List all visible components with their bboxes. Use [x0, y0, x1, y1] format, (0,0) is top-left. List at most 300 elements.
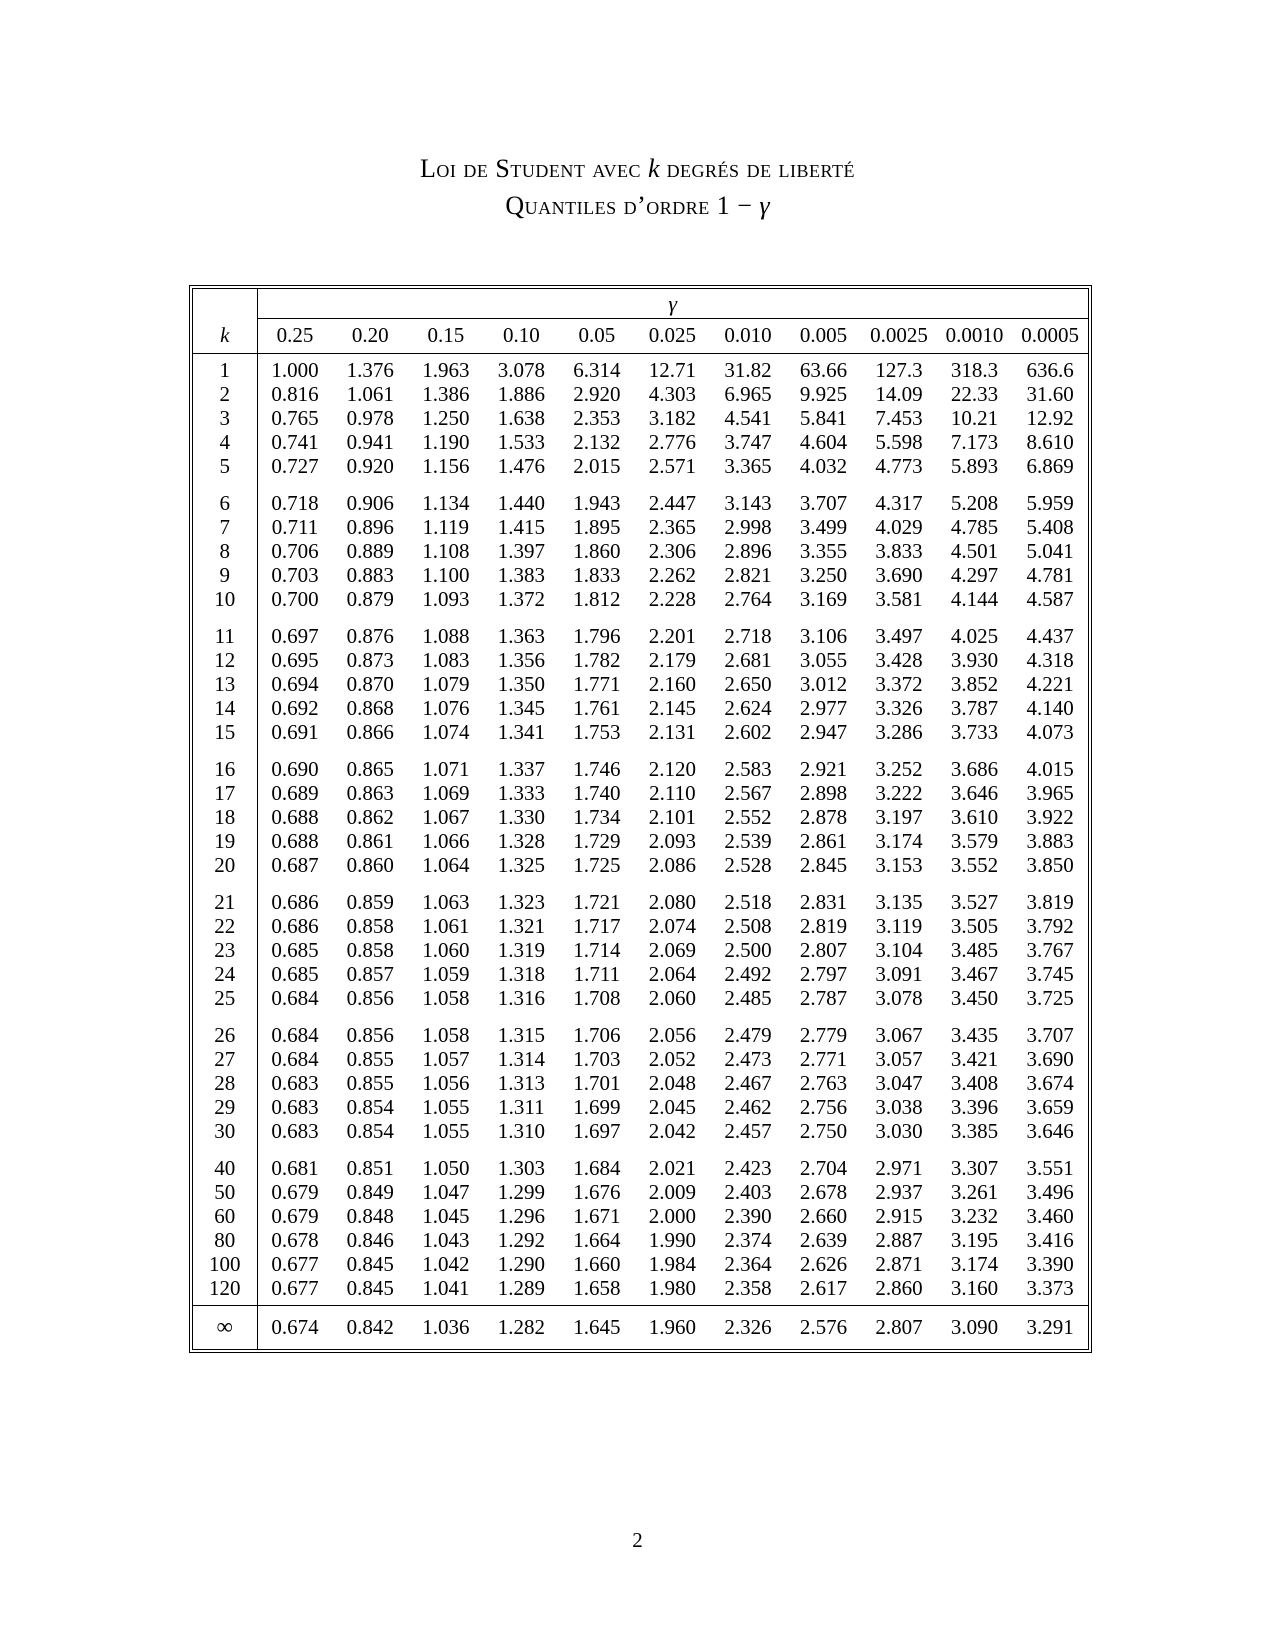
quantile-value-cell: 3.551: [1026, 1156, 1074, 1180]
quantile-value-cell: 1.321: [497, 914, 545, 938]
quantile-value-cell: 2.201: [648, 624, 697, 648]
quantile-value-cell: 3.195: [950, 1228, 999, 1252]
k-value-cell: 2: [193, 382, 257, 406]
quantile-value-cell: 3.497: [875, 624, 923, 648]
quantile-value-cell: 1.345: [497, 696, 545, 720]
quantile-value-cell: 1.703: [573, 1047, 621, 1071]
k-value-cell: 24: [193, 962, 257, 986]
k-value-cell: ∞: [193, 1306, 257, 1350]
quantile-value-cell: 2.583: [724, 757, 772, 781]
table-header: [193, 289, 1088, 354]
quantile-value-cell: 1.055: [422, 1095, 470, 1119]
quantile-value-cell: 0.683: [271, 1119, 319, 1143]
quantile-value-cell: 2.473: [724, 1047, 772, 1071]
quantile-value-cell: 5.598: [875, 430, 923, 454]
quantile-value-cell: 2.179: [648, 648, 697, 672]
quantile-value-cell: 2.120: [648, 757, 697, 781]
quantile-value-cell: 3.505: [950, 914, 999, 938]
quantile-value-cell: 1.299: [497, 1180, 545, 1204]
quantile-value-cell: 1.064: [422, 853, 470, 877]
quantile-value-cell: 5.041: [1026, 539, 1074, 563]
quantile-value-cell: 4.303: [648, 382, 697, 406]
quantile-value-cell: 1.190: [422, 430, 470, 454]
quantile-value-cell: 0.865: [346, 757, 394, 781]
quantile-value-cell: 6.314: [573, 358, 621, 382]
quantile-value-cell: 0.883: [346, 563, 394, 587]
quantile-value-cell: 3.883: [1026, 829, 1074, 853]
quantile-value-cell: 1.325: [497, 853, 545, 877]
quantile-value-cell: 1.074: [422, 720, 470, 744]
gamma-col-header: 0.15: [408, 319, 484, 354]
quantile-value-cell: 0.690: [271, 757, 319, 781]
quantile-value-cell: 2.639: [799, 1228, 848, 1252]
quantile-value-cell: 2.998: [724, 515, 772, 539]
quantile-value-cell: 0.703: [271, 563, 319, 587]
quantile-value-cell: 0.684: [271, 1023, 319, 1047]
quantile-value-cell: 2.756: [799, 1095, 848, 1119]
quantile-value-cell: 4.501: [950, 539, 999, 563]
quantile-value-cell: 0.862: [346, 805, 394, 829]
quantile-value-cell: 2.576: [786, 1306, 862, 1350]
quantile-value-cell: 0.855: [346, 1071, 394, 1095]
quantile-value-cell: 2.326: [710, 1306, 786, 1350]
quantile-value-cell: 3.690: [1026, 1047, 1074, 1071]
quantile-value-cell: 2.921: [799, 757, 848, 781]
quantile-value-cell: 1.063: [422, 890, 470, 914]
quantile-value-cell: 1.415: [497, 515, 545, 539]
quantile-value-cell: 0.879: [346, 587, 394, 611]
quantile-value-cell: 3.707: [799, 491, 848, 515]
k-value-cell: 25: [193, 986, 257, 1010]
table-row: [193, 539, 1088, 563]
quantile-value-cell: 2.069: [648, 938, 697, 962]
quantile-value-cell: 3.174: [875, 829, 923, 853]
quantile-value-cell: 1.058: [422, 1023, 470, 1047]
quantile-value-cell: 1.708: [573, 986, 621, 1010]
title-text-end: degrés de liberté: [659, 154, 855, 183]
quantile-value-cell: 1.043: [422, 1228, 470, 1252]
gamma-col-header: 0.025: [635, 319, 711, 354]
quantile-value-cell: 0.876: [346, 624, 394, 648]
quantile-value-cell: 2.390: [724, 1204, 772, 1228]
quantile-value-cell: 1.036: [408, 1306, 484, 1350]
quantile-value-cell: 1.796: [573, 624, 621, 648]
quantile-value-cell: 0.688: [271, 829, 319, 853]
quantile-value-cell: 0.906: [346, 491, 394, 515]
quantile-value-cell: 0.683: [271, 1071, 319, 1095]
gamma-col-header: 0.0025: [861, 319, 937, 354]
quantile-value-cell: 31.82: [724, 358, 772, 382]
quantile-value-cell: 4.073: [1026, 720, 1074, 744]
quantile-value-cell: 0.854: [346, 1095, 394, 1119]
quantile-value-cell: 2.660: [799, 1204, 848, 1228]
quantile-value-cell: 2.145: [648, 696, 697, 720]
k-value-cell: 3: [193, 406, 257, 430]
quantile-value-cell: 0.727: [271, 454, 319, 478]
quantile-value-cell: 1.397: [497, 539, 545, 563]
quantile-value-cell: 2.403: [724, 1180, 772, 1204]
quantile-value-cell: 0.842: [333, 1306, 409, 1350]
quantile-value-cell: 3.030: [875, 1119, 923, 1143]
quantile-value-cell: 0.686: [271, 890, 319, 914]
quantile-value-cell: 0.706: [271, 539, 319, 563]
quantile-value-cell: 1.711: [573, 962, 621, 986]
quantile-value-cell: 10.21: [950, 406, 999, 430]
k-value-cell: 13: [193, 672, 257, 696]
quantile-value-cell: 3.646: [1026, 1119, 1074, 1143]
table-row: [193, 986, 1088, 1010]
quantile-value-cell: 3.372: [875, 672, 923, 696]
quantile-value-cell: 1.376: [346, 358, 394, 382]
quantile-value-cell: 0.868: [346, 696, 394, 720]
gamma-header-row: [193, 289, 1088, 319]
quantile-value-cell: 2.845: [799, 853, 848, 877]
gamma-col-header: 0.20: [333, 319, 409, 354]
quantile-value-cell: 0.816: [271, 382, 319, 406]
quantile-value-cell: 1.079: [422, 672, 470, 696]
k-value-cell: 12: [193, 648, 257, 672]
quantile-value-cell: 1.533: [497, 430, 545, 454]
quantile-value-cell: 2.080: [648, 890, 697, 914]
quantile-value-cell: 2.977: [799, 696, 848, 720]
k-value-cell: 100: [193, 1252, 257, 1276]
k-value-cell: 11: [193, 611, 257, 648]
table-row: [193, 1010, 1088, 1047]
quantile-value-cell: 0.846: [346, 1228, 394, 1252]
quantile-value-cell: 1.372: [497, 587, 545, 611]
quantile-value-cell: 3.579: [950, 829, 999, 853]
k-value-cell: 21: [193, 877, 257, 914]
quantile-value-cell: 2.518: [724, 890, 772, 914]
quantile-value-cell: 1.697: [573, 1119, 621, 1143]
quantile-value-cell: 2.462: [724, 1095, 772, 1119]
gamma-col-header: 0.0010: [937, 319, 1013, 354]
quantile-value-cell: 3.610: [950, 805, 999, 829]
quantile-value-cell: 1.323: [497, 890, 545, 914]
quantile-value-cell: 3.435: [950, 1023, 999, 1047]
table-row: [193, 1095, 1088, 1119]
quantile-value-cell: 1.356: [497, 648, 545, 672]
quantile-value-cell: 0.683: [271, 1095, 319, 1119]
k-value-cell: 50: [193, 1180, 257, 1204]
quantile-value-cell: 2.064: [648, 962, 697, 986]
quantile-value-cell: 3.416: [1026, 1228, 1074, 1252]
quantile-value-cell: 0.679: [271, 1180, 319, 1204]
quantile-value-cell: 1.119: [422, 515, 470, 539]
quantile-value-cell: 4.144: [950, 587, 999, 611]
gamma-col-header: 0.25: [257, 319, 333, 354]
quantile-value-cell: 4.781: [1026, 563, 1074, 587]
quantile-value-cell: 2.060: [648, 986, 697, 1010]
quantile-value-cell: 1.350: [497, 672, 545, 696]
quantile-value-cell: 0.677: [271, 1276, 319, 1300]
quantile-value-cell: 0.861: [346, 829, 394, 853]
k-value-cell: 120: [193, 1276, 257, 1306]
quantile-value-cell: 1.292: [497, 1228, 545, 1252]
quantile-value-cell: 1.984: [648, 1252, 697, 1276]
quantile-value-cell: 5.841: [799, 406, 848, 430]
quantile-value-cell: 318.3: [950, 358, 999, 382]
quantile-value-cell: 5.959: [1026, 491, 1074, 515]
quantile-value-cell: 1.156: [422, 454, 470, 478]
quantile-value-cell: 0.692: [271, 696, 319, 720]
quantile-value-cell: 2.704: [799, 1156, 848, 1180]
quantile-value-cell: 4.221: [1026, 672, 1074, 696]
quantile-value-cell: 4.297: [950, 563, 999, 587]
quantile-value-cell: 3.326: [875, 696, 923, 720]
table-row: [193, 454, 1088, 478]
quantile-value-cell: 1.066: [422, 829, 470, 853]
quantile-value-cell: 0.859: [346, 890, 394, 914]
table-row: [193, 696, 1088, 720]
quantile-value-cell: 1.289: [497, 1276, 545, 1300]
quantile-value-cell: 2.447: [648, 491, 697, 515]
quantile-value-cell: 0.889: [346, 539, 394, 563]
k-value-cell: 8: [193, 539, 257, 563]
quantile-value-cell: 1.318: [497, 962, 545, 986]
quantile-value-cell: 1.067: [422, 805, 470, 829]
quantile-value-cell: 1.701: [573, 1071, 621, 1095]
quantile-value-cell: 2.457: [724, 1119, 772, 1143]
quantile-value-cell: 3.153: [875, 853, 923, 877]
quantile-value-cell: 3.690: [875, 563, 923, 587]
quantile-value-cell: 0.870: [346, 672, 394, 696]
quantile-value-cell: 2.467: [724, 1071, 772, 1095]
table-row: [193, 354, 1088, 383]
quantile-value-cell: 2.052: [648, 1047, 697, 1071]
quantile-value-cell: 2.365: [648, 515, 697, 539]
quantile-value-cell: 2.131: [648, 720, 697, 744]
quantile-value-cell: 3.104: [875, 938, 923, 962]
quantile-table: [193, 289, 1088, 1349]
quantile-value-cell: 0.678: [271, 1228, 319, 1252]
table-row: [193, 829, 1088, 853]
quantile-value-cell: 2.861: [799, 829, 848, 853]
quantile-value-cell: 0.858: [346, 938, 394, 962]
quantile-value-cell: 4.785: [950, 515, 999, 539]
quantile-value-cell: 6.869: [1026, 454, 1074, 478]
quantile-value-cell: 2.353: [573, 406, 621, 430]
k-value-cell: 7: [193, 515, 257, 539]
quantile-value-cell: 3.091: [875, 962, 923, 986]
quantile-value-cell: 1.315: [497, 1023, 545, 1047]
k-value-cell: 40: [193, 1143, 257, 1180]
quantile-value-cell: 0.677: [271, 1252, 319, 1276]
quantile-value-cell: 1.684: [573, 1156, 621, 1180]
quantile-value-cell: 0.694: [271, 672, 319, 696]
quantile-value-cell: 2.015: [573, 454, 621, 478]
quantile-value-cell: 3.373: [1026, 1276, 1074, 1300]
quantile-value-cell: 1.645: [559, 1306, 635, 1350]
quantile-value-cell: 7.453: [875, 406, 923, 430]
quantile-value-cell: 12.71: [648, 358, 697, 382]
quantile-value-cell: 1.041: [422, 1276, 470, 1300]
quantile-value-cell: 1.290: [497, 1252, 545, 1276]
quantile-value-cell: 3.197: [875, 805, 923, 829]
corner-cell: [193, 289, 257, 319]
quantile-value-cell: 1.050: [422, 1156, 470, 1180]
title-block: [0, 150, 1275, 224]
quantile-value-cell: 14.09: [875, 382, 923, 406]
quantile-value-cell: 3.674: [1026, 1071, 1074, 1095]
quantile-value-cell: 1.660: [573, 1252, 621, 1276]
quantile-value-cell: 2.552: [724, 805, 772, 829]
quantile-value-cell: 1.658: [573, 1276, 621, 1300]
quantile-value-cell: 0.848: [346, 1204, 394, 1228]
quantile-value-cell: 0.718: [271, 491, 319, 515]
quantile-value-cell: 0.856: [346, 986, 394, 1010]
quantile-value-cell: 2.626: [799, 1252, 848, 1276]
quantile-value-cell: 1.638: [497, 406, 545, 430]
quantile-value-cell: 1.812: [573, 587, 621, 611]
quantile-value-cell: 2.650: [724, 672, 772, 696]
quantile-value-cell: 1.319: [497, 938, 545, 962]
quantile-value-cell: 31.60: [1026, 382, 1074, 406]
quantile-value-cell: 1.303: [497, 1156, 545, 1180]
quantile-value-cell: 22.33: [950, 382, 999, 406]
quantile-value-cell: 2.358: [724, 1276, 772, 1300]
quantile-value-cell: 1.328: [497, 829, 545, 853]
quantile-value-cell: 2.947: [799, 720, 848, 744]
document-title: [0, 150, 1275, 187]
table-row: [193, 853, 1088, 877]
k-header: k: [193, 319, 257, 354]
quantile-value-cell: 1.363: [497, 624, 545, 648]
k-value-cell: 27: [193, 1047, 257, 1071]
quantile-value-cell: 3.078: [875, 986, 923, 1010]
quantile-value-cell: 1.134: [422, 491, 470, 515]
quantile-value-cell: 2.093: [648, 829, 697, 853]
quantile-value-cell: 1.061: [346, 382, 394, 406]
quantile-value-cell: 1.296: [497, 1204, 545, 1228]
quantile-value-cell: 0.845: [346, 1276, 394, 1300]
table-row: [193, 648, 1088, 672]
quantile-value-cell: 4.032: [799, 454, 848, 478]
quantile-value-cell: 2.617: [799, 1276, 848, 1300]
quantile-value-cell: 2.567: [724, 781, 772, 805]
quantile-value-cell: 2.539: [724, 829, 772, 853]
quantile-value-cell: 3.485: [950, 938, 999, 962]
k-value-cell: 29: [193, 1095, 257, 1119]
quantile-value-cell: 2.764: [724, 587, 772, 611]
quantile-value-cell: 0.765: [271, 406, 319, 430]
quantile-value-cell: 0.684: [271, 1047, 319, 1071]
gamma-header: γ: [257, 289, 1088, 319]
quantile-value-cell: 3.057: [875, 1047, 923, 1071]
quantile-value-cell: 3.174: [950, 1252, 999, 1276]
gamma-col-header: 0.0005: [1012, 319, 1088, 354]
quantile-value-cell: 1.671: [573, 1204, 621, 1228]
table-body: [193, 354, 1088, 1350]
quantile-value-cell: 3.747: [724, 430, 772, 454]
subtitle-text: Quantiles d’ordre 1 −: [505, 191, 760, 220]
quantile-value-cell: 3.659: [1026, 1095, 1074, 1119]
quantile-value-cell: 1.083: [422, 648, 470, 672]
quantile-value-cell: 2.571: [648, 454, 697, 478]
quantile-value-cell: 0.858: [346, 914, 394, 938]
quantile-value-cell: 3.222: [875, 781, 923, 805]
table-row: [193, 1143, 1088, 1180]
quantile-value-cell: 3.421: [950, 1047, 999, 1071]
k-value-cell: 19: [193, 829, 257, 853]
quantile-value-cell: 0.866: [346, 720, 394, 744]
quantile-value-cell: 2.718: [724, 624, 772, 648]
quantile-value-cell: 1.761: [573, 696, 621, 720]
table-row: [193, 1276, 1088, 1306]
k-value-cell: 26: [193, 1010, 257, 1047]
quantile-value-cell: 3.686: [950, 757, 999, 781]
quantile-value-cell: 4.318: [1026, 648, 1074, 672]
quantile-value-cell: 0.920: [346, 454, 394, 478]
quantile-value-cell: 3.365: [724, 454, 772, 478]
quantile-value-cell: 3.787: [950, 696, 999, 720]
quantile-value-cell: 1.093: [422, 587, 470, 611]
table-row: [193, 515, 1088, 539]
quantile-value-cell: 2.101: [648, 805, 697, 829]
quantile-value-cell: 2.479: [724, 1023, 772, 1047]
quantile-value-cell: 0.674: [257, 1306, 333, 1350]
quantile-value-cell: 2.492: [724, 962, 772, 986]
table-row: [193, 1204, 1088, 1228]
quantile-value-cell: 1.990: [648, 1228, 697, 1252]
quantile-value-cell: 1.729: [573, 829, 621, 853]
quantile-value-cell: 3.143: [724, 491, 772, 515]
table-row: [193, 1180, 1088, 1204]
quantile-value-cell: 1.088: [422, 624, 470, 648]
quantile-value-cell: 2.021: [648, 1156, 697, 1180]
quantile-value-cell: 2.508: [724, 914, 772, 938]
quantile-value-cell: 1.069: [422, 781, 470, 805]
quantile-value-cell: 2.364: [724, 1252, 772, 1276]
quantile-value-cell: 3.819: [1026, 890, 1074, 914]
quantile-value-cell: 2.423: [724, 1156, 772, 1180]
quantile-value-cell: 3.396: [950, 1095, 999, 1119]
document-subtitle: [0, 187, 1275, 224]
quantile-value-cell: 0.741: [271, 430, 319, 454]
quantile-value-cell: 1.310: [497, 1119, 545, 1143]
quantile-value-cell: 2.896: [724, 539, 772, 563]
quantile-value-cell: 6.965: [724, 382, 772, 406]
quantile-value-cell: 3.552: [950, 853, 999, 877]
gamma-col-header: 0.10: [484, 319, 560, 354]
quantile-value-cell: 3.047: [875, 1071, 923, 1095]
quantile-value-cell: 3.067: [875, 1023, 923, 1047]
quantile-value-cell: 0.695: [271, 648, 319, 672]
quantile-value-cell: 8.610: [1026, 430, 1074, 454]
quantile-value-cell: 1.895: [573, 515, 621, 539]
quantile-value-cell: 3.291: [1012, 1306, 1088, 1350]
quantile-value-cell: 1.045: [422, 1204, 470, 1228]
quantile-value-cell: 1.337: [497, 757, 545, 781]
quantile-value-cell: 3.252: [875, 757, 923, 781]
quantile-value-cell: 0.681: [271, 1156, 319, 1180]
quantile-value-cell: 3.581: [875, 587, 923, 611]
quantile-value-cell: 3.428: [875, 648, 923, 672]
quantile-value-cell: 1.383: [497, 563, 545, 587]
quantile-value-cell: 3.090: [937, 1306, 1013, 1350]
quantile-value-cell: 2.045: [648, 1095, 697, 1119]
quantile-value-cell: 1.341: [497, 720, 545, 744]
quantile-value-cell: 2.878: [799, 805, 848, 829]
table-row: [193, 938, 1088, 962]
quantile-value-cell: 0.691: [271, 720, 319, 744]
table-row: [193, 1228, 1088, 1252]
quantile-value-cell: 2.871: [875, 1252, 923, 1276]
quantile-value-cell: 0.863: [346, 781, 394, 805]
quantile-value-cell: 0.711: [271, 515, 319, 539]
quantile-value-cell: 3.496: [1026, 1180, 1074, 1204]
k-value-cell: 23: [193, 938, 257, 962]
